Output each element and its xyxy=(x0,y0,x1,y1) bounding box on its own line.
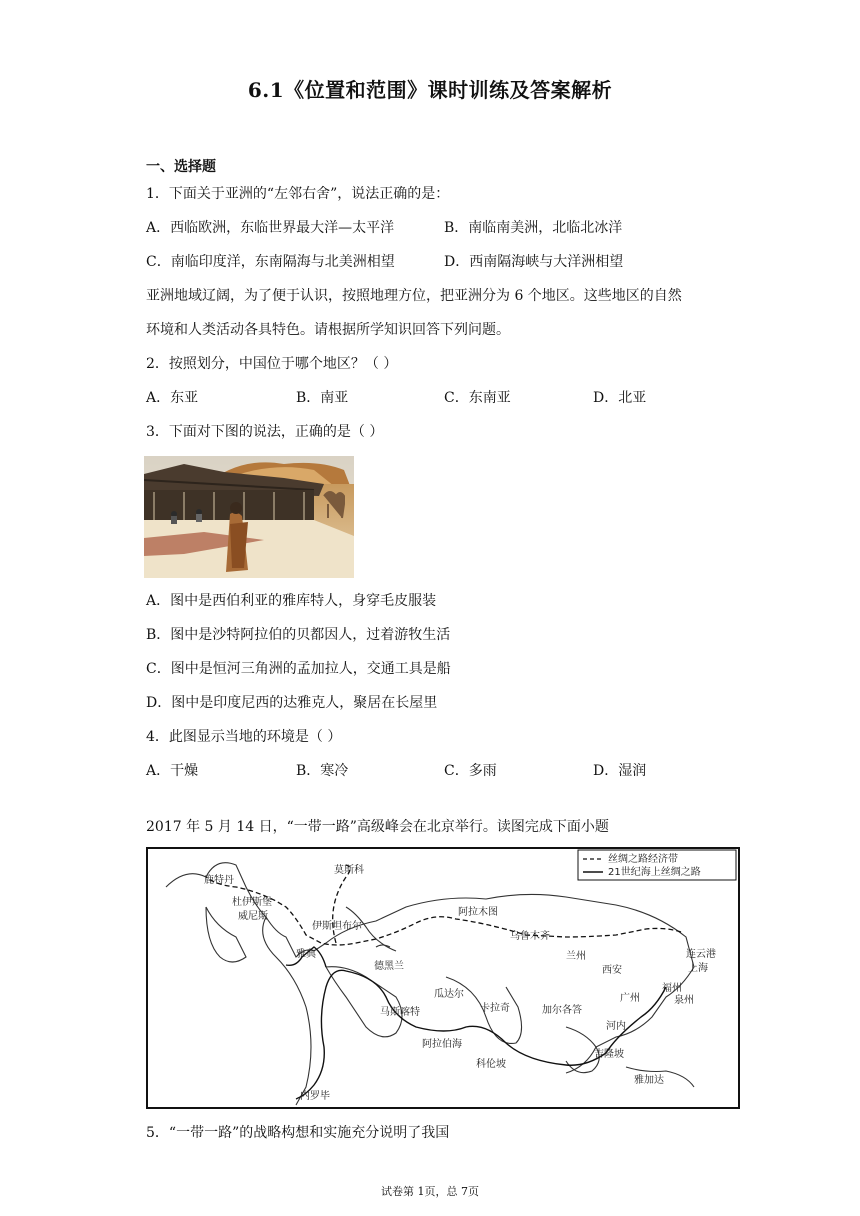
map-label-shanghai: 上海 xyxy=(688,963,708,974)
map-label-kolkata: 加尔各答 xyxy=(542,1005,582,1016)
question-1-option-a: A．西临欧洲，东临世界最大洋—太平洋 xyxy=(146,220,395,236)
question-1-option-b: B．南临南美洲，北临北冰洋 xyxy=(444,220,623,236)
question-3-option-d: D．图中是印度尼西的达雅克人，聚居在长屋里 xyxy=(146,695,438,711)
map-label-moscow: 莫斯科 xyxy=(334,865,364,876)
map-label-athens: 雅典 xyxy=(296,949,316,960)
map-label-tehran: 德黑兰 xyxy=(374,961,404,972)
map-label-arabian-sea: 阿拉伯海 xyxy=(422,1039,462,1050)
page-footer: 试卷第 1页，总 7页 xyxy=(381,1185,479,1198)
question-1-option-c: C．南临印度洋，东南隔海与北美洲相望 xyxy=(146,254,395,270)
map-label-colombo: 科伦坡 xyxy=(476,1059,506,1070)
map-label-lianyungang: 连云港 xyxy=(686,949,716,960)
map-label-duisburg: 杜伊斯堡 xyxy=(232,897,272,908)
page-title: 6.1《位置和范围》课时训练及答案解析 xyxy=(247,78,613,102)
map-label-nairobi: 内罗毕 xyxy=(300,1091,330,1102)
map-label-lanzhou: 兰州 xyxy=(566,951,586,962)
map-label-xian: 西安 xyxy=(602,965,622,976)
question-2-stem: 2．按照划分，中国位于哪个地区？（ ） xyxy=(146,356,398,372)
passage-line-1: 亚洲地域辽阔，为了便于认识，按照地理方位，把亚洲分为 6 个地区。这些地区的自然 xyxy=(146,288,682,304)
section-heading: 一、选择题 xyxy=(146,159,216,175)
map-label-jakarta: 雅加达 xyxy=(634,1075,664,1086)
question-4-option-b: B．寒冷 xyxy=(296,763,349,779)
question-4-stem: 4．此图显示当地的环境是（ ） xyxy=(146,729,342,745)
question-2-option-c: C．东南亚 xyxy=(444,390,511,406)
map-label-almaty: 阿拉木图 xyxy=(458,907,498,918)
belt-road-intro: 2017 年 5 月 14 日，“一带一路”高级峰会在北京举行。读图完成下面小题 xyxy=(146,819,609,835)
map-label-kualalumpur: 吉隆坡 xyxy=(594,1049,624,1060)
map-label-fuzhou: 福州 xyxy=(662,983,682,994)
map-label-hanoi: 河内 xyxy=(606,1021,626,1032)
question-4-option-a: A．干燥 xyxy=(146,763,199,779)
map-label-guangzhou: 广州 xyxy=(620,993,640,1004)
map-legend-sea-route: 21世纪海上丝绸之路 xyxy=(608,867,701,878)
question-1-stem: 1．下面关于亚洲的“左邻右舍”，说法正确的是： xyxy=(146,186,450,202)
map-label-urumqi: 乌鲁木齐 xyxy=(510,931,550,942)
map-legend-land-route: 丝绸之路经济带 xyxy=(608,854,678,865)
map-label-quanzhou: 泉州 xyxy=(674,995,694,1006)
question-1-option-d: D．西南隔海峡与大洋洲相望 xyxy=(444,254,624,270)
map-label-rotterdam: 鹿特丹 xyxy=(204,875,234,886)
question-2-option-b: B．南亚 xyxy=(296,390,349,406)
belt-and-road-map xyxy=(146,847,740,1109)
passage-line-2: 环境和人类活动各具特色。请根据所学知识回答下列问题。 xyxy=(146,322,510,338)
question-5-stem: 5．“一带一路”的战略构想和实施充分说明了我国 xyxy=(146,1125,450,1141)
map-label-venice: 威尼斯 xyxy=(238,911,268,922)
question-4-option-c: C．多雨 xyxy=(444,763,497,779)
question-2-option-d: D．北亚 xyxy=(593,390,647,406)
map-label-karachi: 卡拉奇 xyxy=(480,1003,510,1014)
question-3-option-a: A．图中是西伯利亚的雅库特人，身穿毛皮服装 xyxy=(146,593,437,609)
map-label-istanbul: 伊斯坦布尔 xyxy=(312,921,362,932)
question-4-option-d: D．湿润 xyxy=(593,763,647,779)
map-label-gwadar: 瓜达尔 xyxy=(434,989,464,1000)
question-3-stem: 3．下面对下图的说法，正确的是（ ） xyxy=(146,424,384,440)
question-3-option-b: B．图中是沙特阿拉伯的贝都因人，过着游牧生活 xyxy=(146,627,451,643)
bedouin-camp-photo xyxy=(144,456,354,578)
map-label-muscat: 马斯喀特 xyxy=(380,1007,420,1018)
question-3-option-c: C．图中是恒河三角洲的孟加拉人，交通工具是船 xyxy=(146,661,451,677)
question-2-option-a: A．东亚 xyxy=(146,390,199,406)
